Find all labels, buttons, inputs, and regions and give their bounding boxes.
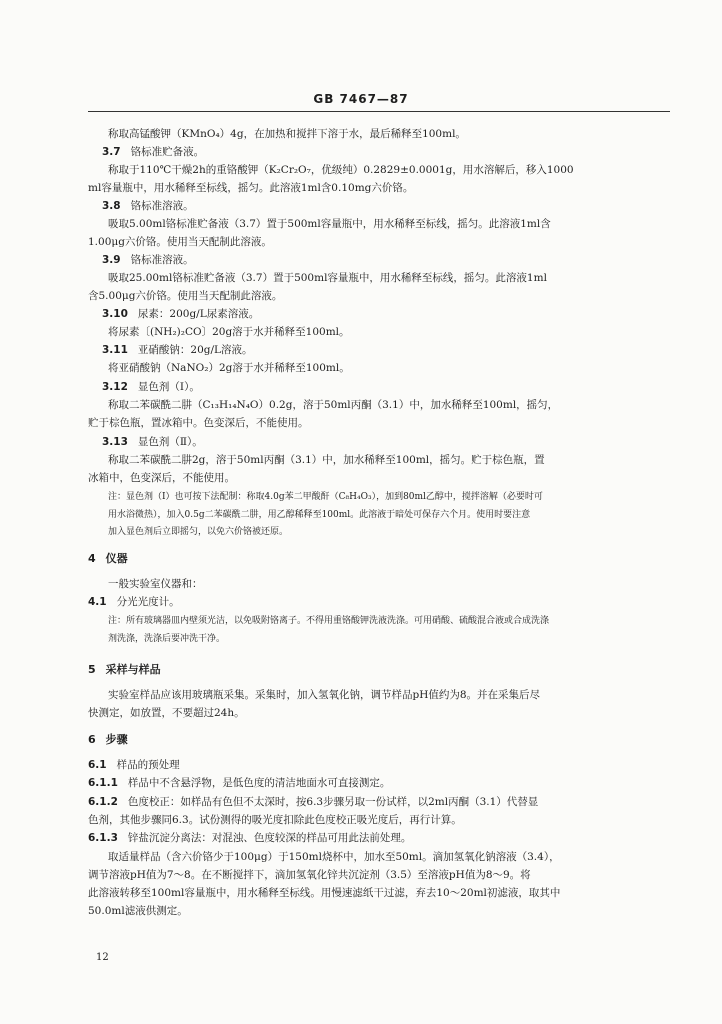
text-line <box>88 706 688 720</box>
text-line <box>88 776 688 790</box>
note-line <box>108 632 708 646</box>
line-text: 剂洗涤，洗涤后要冲洗干净。 <box>108 634 226 644</box>
line-text: 用水浴微热），加入0.5g二苯碳酰二肼，用乙醇稀释至100ml。此溶液于暗处可保存六个月。使用时要注意 <box>108 510 531 520</box>
line-text: 仪器 <box>105 552 128 565</box>
note-line <box>108 490 708 504</box>
line-text: 将尿素〔(NH₂)₂CO〕20g溶于水并稀释至100ml。 <box>108 326 350 338</box>
section-number: 3.11 <box>102 344 128 356</box>
line-text: 含5.00μg六价铬。使用当天配制此溶液。 <box>88 290 283 302</box>
text-line <box>88 181 688 195</box>
line-text: 加入显色剂后立即摇匀，以免六价铬被还原。 <box>108 527 289 537</box>
line-text: 1.00μg六价铬。使用当天配制此溶液。 <box>88 236 272 248</box>
text-line <box>102 307 702 321</box>
note-line <box>108 614 708 628</box>
line-text: 步骤 <box>105 733 128 746</box>
text-line <box>108 453 708 467</box>
section-number: 6.1.2 <box>88 796 118 808</box>
text-line <box>102 145 702 159</box>
line-text: 一般实验室仪器和： <box>108 578 203 590</box>
line-text: 锌盐沉淀分离法：对混浊、色度较深的样品可用此法前处理。 <box>127 832 412 844</box>
line-text: 铬标准溶液。 <box>130 254 194 266</box>
section-number: 3.7 <box>102 146 121 158</box>
line-text: 注：所有玻璃器皿内壁须光洁，以免吸附铬离子。不得用重铬酸钾洗液洗涤。可用硝酸、硫酸混合液或合成洗涤 <box>108 616 550 626</box>
line-text: 尿素：200g/L尿素溶液。 <box>137 308 260 320</box>
text-line <box>88 416 688 430</box>
text-line <box>102 253 702 267</box>
section-heading <box>88 733 688 747</box>
text-line <box>88 289 688 303</box>
text-line <box>88 471 688 485</box>
line-text: 采样与样品 <box>105 663 161 676</box>
text-line <box>108 163 708 177</box>
line-text: 称取二苯碳酰二肼2g，溶于50ml丙酮（3.1）中，加水稀释至100ml，摇匀。贮于棕色瓶，置 <box>108 454 545 466</box>
text-line <box>88 795 688 809</box>
text-line <box>88 235 688 249</box>
line-text: 称取于110℃干燥2h的重铬酸钾（K₂Cr₂O₇，优级纯）0.2829±0.0001g，用水溶解后，移入1000 <box>108 164 574 176</box>
line-text: 50.0ml滤液供测定。 <box>88 905 188 917</box>
line-text: 快测定，如放置，不要超过24h。 <box>88 707 245 719</box>
section-number: 3.9 <box>102 254 121 266</box>
line-text: 铬标准贮备液。 <box>130 146 205 158</box>
line-text: 贮于棕色瓶，置冰箱中。色变深后，不能使用。 <box>88 417 309 429</box>
text-line <box>108 127 708 141</box>
text-line <box>108 577 708 591</box>
line-text: 分光光度计。 <box>116 596 180 608</box>
text-line <box>88 904 688 918</box>
note-line <box>108 508 708 522</box>
text-line <box>108 271 708 285</box>
section-number: 6.1 <box>88 759 107 771</box>
section-number: 5 <box>88 663 96 676</box>
text-line <box>108 361 708 375</box>
line-text: 注：显色剂（Ⅰ）也可按下法配制：称取4.0g苯二甲酸酐（C₈H₄O₃），加到80ml乙醇中，搅拌溶解（必要时可 <box>108 492 543 502</box>
section-heading <box>88 552 688 566</box>
text-line <box>108 688 708 702</box>
text-line <box>102 380 702 394</box>
section-number: 6 <box>88 733 96 746</box>
line-text: 此溶液转移至100ml容量瓶中，用水稀释至标线。用慢速滤纸干过滤，弃去10～20ml初滤液，取其中 <box>88 887 561 899</box>
line-text: 取适量样品（含六价铬少于100μg）于150ml烧杯中，加水至50ml。滴加氢氧化钠溶液（3.4）， <box>108 851 560 863</box>
text-line <box>88 813 688 827</box>
line-text: 亚硝酸钠：20g/L溶液。 <box>137 344 253 356</box>
section-number: 6.1.3 <box>88 832 118 844</box>
text-line <box>88 758 688 772</box>
section-number: 3.8 <box>102 200 121 212</box>
page-number: 12 <box>96 952 109 963</box>
text-line <box>88 886 688 900</box>
text-line <box>88 831 688 845</box>
section-number: 6.1.1 <box>88 777 118 789</box>
text-line <box>108 398 708 412</box>
section-number: 3.12 <box>102 381 128 393</box>
line-text: 显色剂（Ⅱ）。 <box>137 436 203 448</box>
note-line <box>108 525 708 539</box>
line-text: 色剂，其他步骤同6.3。试份测得的吸光度扣除此色度校正吸光度后，再行计算。 <box>88 814 462 826</box>
line-text: 冰箱中，色变深后，不能使用。 <box>88 472 235 484</box>
section-number: 4.1 <box>88 596 107 608</box>
text-line <box>108 325 708 339</box>
line-text: 称取二苯碳酰二肼（C₁₃H₁₄N₄O）0.2g，溶于50ml丙酮（3.1）中，加水稀释至100ml，摇匀， <box>108 399 559 411</box>
text-line <box>88 595 688 609</box>
text-line <box>88 868 688 882</box>
text-line <box>108 217 708 231</box>
section-number: 4 <box>88 552 96 565</box>
line-text: 吸取25.00ml铬标准贮备液（3.7）置于500ml容量瓶中，用水稀释至标线，摇匀。此溶液1ml <box>108 272 547 284</box>
line-text: 铬标准溶液。 <box>130 200 194 212</box>
text-line <box>102 199 702 213</box>
line-text: 样品的预处理 <box>116 759 180 771</box>
line-text: 色度校正：如样品有色但不太深时，按6.3步骤另取一份试样，以2ml丙酮（3.1）代替显 <box>127 796 539 808</box>
text-line <box>102 343 702 357</box>
line-text: 显色剂（Ⅰ）。 <box>137 381 200 393</box>
standard-code-header: GB 7467—87 <box>313 92 409 106</box>
section-number: 3.13 <box>102 436 128 448</box>
line-text: ml容量瓶中，用水稀释至标线，摇匀。此溶液1ml含0.10mg六价铬。 <box>88 182 414 194</box>
line-text: 实验室样品应该用玻璃瓶采集。采集时，加入氢氧化钠，调节样品pH值约为8。并在采集后尽 <box>108 689 541 701</box>
line-text: 称取高锰酸钾（KMnO₄）4g，在加热和搅拌下溶于水，最后稀释至100ml。 <box>108 128 466 140</box>
line-text: 调节溶液pH值为7～8。在不断搅拌下，滴加氢氧化锌共沉淀剂（3.5）至溶液pH值为8～9。将 <box>88 869 531 881</box>
header-rule <box>88 111 670 112</box>
text-line <box>108 850 708 864</box>
section-number: 3.10 <box>102 308 128 320</box>
section-heading <box>88 663 688 677</box>
line-text: 样品中不含悬浮物，是低色度的清洁地面水可直接测定。 <box>127 777 391 789</box>
line-text: 将亚硝酸钠（NaNO₂）2g溶于水并稀释至100ml。 <box>108 362 350 374</box>
text-line <box>102 435 702 449</box>
line-text: 吸取5.00ml铬标准贮备液（3.7）置于500ml容量瓶中，用水稀释至标线，摇匀。此溶液1ml含 <box>108 218 551 230</box>
